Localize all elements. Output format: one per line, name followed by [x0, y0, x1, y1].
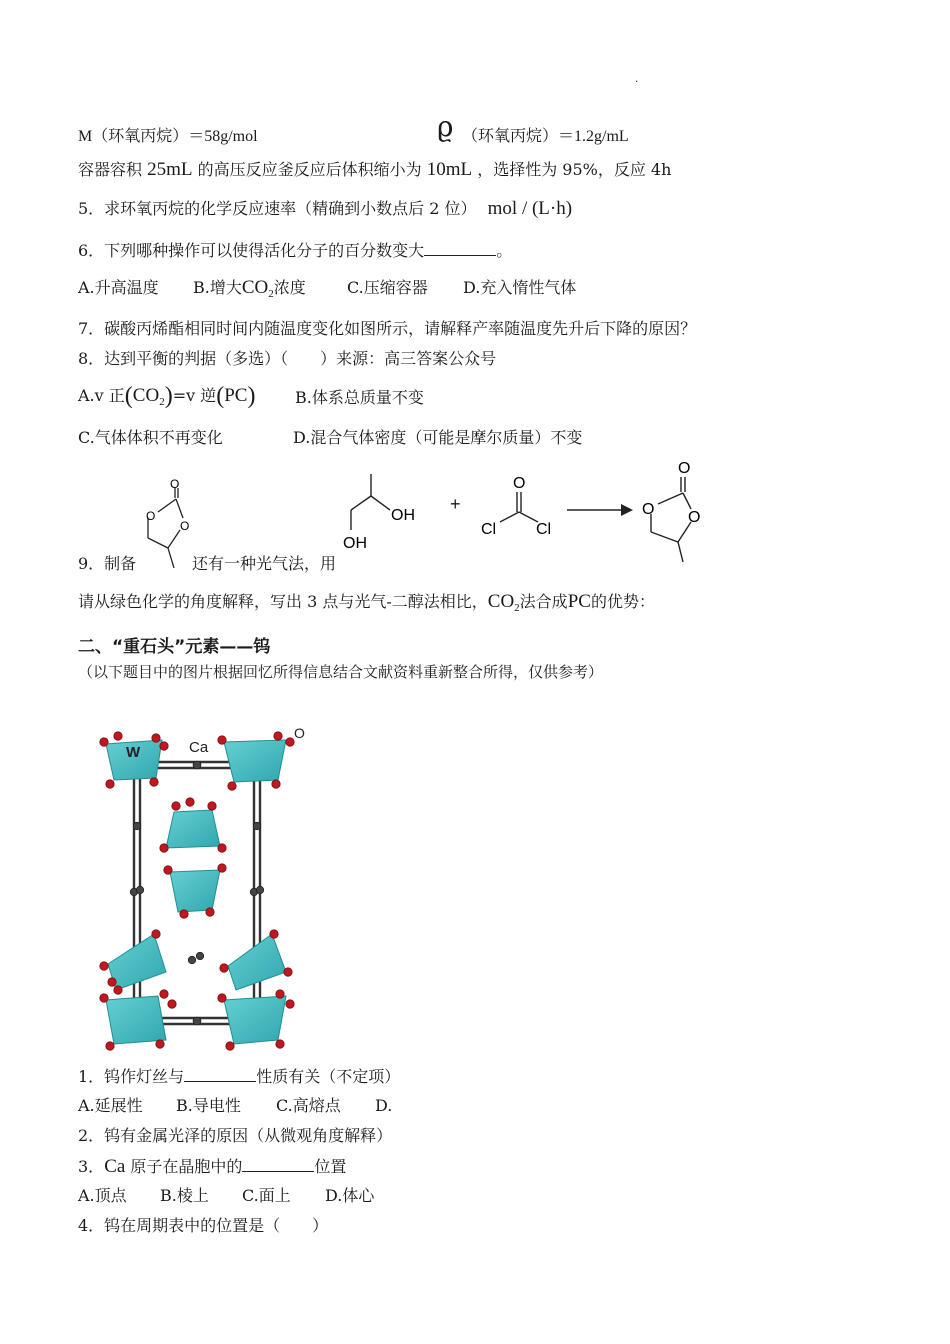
- q6-option-b: [193, 277, 306, 301]
- volume-final: 10mL: [426, 159, 473, 180]
- volume-initial: 25mL: [147, 159, 193, 180]
- density-line: [462, 126, 629, 147]
- question-6-stem: 6．下列哪种操作可以使得活化分子的百分数变大: [78, 241, 425, 260]
- atom-o: O: [642, 501, 655, 518]
- s2q1-option-b: B.导电性: [176, 1096, 241, 1115]
- q8-option-a: A.v 正$(CO_2)=v$ 逆(PC): [78, 383, 256, 409]
- q8-option-a-v-forward: A.v 正: [78, 386, 125, 405]
- hydroxyl-label: OH: [343, 535, 367, 552]
- s2q3-option-a: A.顶点: [78, 1186, 127, 1205]
- q6-option-c: C.压缩容器: [347, 278, 428, 297]
- q6-option-a: A.升高温度: [78, 278, 159, 297]
- q9-mid: 还有一种光气法，用: [192, 554, 337, 573]
- atom-o: O: [170, 478, 180, 491]
- co2-formula: CO: [487, 591, 515, 612]
- s2q3-option-c: C.面上: [242, 1186, 291, 1205]
- question-6-end: 。: [496, 241, 513, 260]
- s2q1-option-d: D.: [375, 1096, 393, 1115]
- condition-text: 的高压反应釜反应后体积缩小为: [197, 160, 422, 179]
- co2-formula: CO: [132, 385, 160, 406]
- q6-option-d: D.充入惰性气体: [463, 278, 577, 297]
- co2-formula: CO: [241, 277, 269, 298]
- q8-option-a-v-reverse: =v 逆: [172, 386, 217, 405]
- q6-option-b-label: B.增大: [193, 278, 242, 297]
- q8-option-d: D.混合气体密度（可能是摩尔质量）不变: [293, 428, 583, 447]
- q8-option-c: C.气体体积不再变化: [78, 428, 223, 447]
- calcium-label: Ca: [189, 739, 209, 756]
- q9-explain-text: 法合成: [519, 592, 568, 611]
- rho-symbol: ϱ: [437, 110, 454, 143]
- s2q3-option-d: D.体心: [325, 1186, 375, 1205]
- atom-o: O: [146, 509, 156, 523]
- question-5: [78, 199, 572, 219]
- atom-o: O: [180, 519, 190, 533]
- question-5-text: 5．求环氧丙烷的化学反应速率（精确到小数点后 2 位）: [78, 199, 477, 218]
- hydroxyl-label: OH: [391, 507, 415, 524]
- co2-subscript: 2: [159, 396, 165, 409]
- atom-cl: Cl: [536, 521, 552, 538]
- condition-text: ，选择性为 95%，反应 4h: [477, 160, 672, 179]
- question-6: [78, 240, 512, 261]
- s2-question-3-stem: 原子在晶胞中的: [130, 1157, 243, 1176]
- s2-question-1-end: 性质有关（不定项）: [256, 1067, 401, 1086]
- pc-formula: PC: [224, 385, 248, 406]
- co2-subscript: 2: [268, 288, 274, 301]
- q6-option-b-suffix: 浓度: [273, 278, 306, 297]
- calcium-symbol: Ca: [104, 1156, 126, 1177]
- scheelite-unit-cell-figure: [94, 722, 309, 1054]
- rate-unit: mol / (L·h): [487, 198, 573, 219]
- atom-o: O: [513, 475, 526, 492]
- s2q1-option-c: C.高熔点: [276, 1096, 341, 1115]
- corner-dot: .: [635, 74, 639, 85]
- section-2-title: 二、“重石头”元素——钨: [78, 637, 271, 657]
- question-7: 7．碳酸丙烯酯相同时间内随温度变化如图所示，请解释产率随温度先升后下降的原因？: [78, 319, 697, 338]
- answer-blank[interactable]: [424, 240, 496, 256]
- s2-question-3-end: 位置: [314, 1157, 347, 1176]
- section-2-note: （以下题目中的图片根据回忆所得信息结合文献资料重新整合所得，仅供参考）: [78, 663, 604, 681]
- q9-prefix: 9．制备: [78, 554, 137, 573]
- pc-formula: PC: [567, 591, 591, 612]
- phosgene-structure: [478, 472, 560, 542]
- condition-line: [78, 160, 671, 180]
- question-8: 8．达到平衡的判据（多选）（ ）来源：高三答案公众号: [78, 349, 497, 368]
- propylene-glycol-structure: [335, 470, 425, 554]
- reaction-arrow: [565, 500, 635, 520]
- propylene-carbonate-structure: [128, 478, 190, 570]
- answer-blank[interactable]: [242, 1156, 314, 1172]
- plus-sign: +: [450, 494, 461, 514]
- s2-question-1: [78, 1066, 400, 1087]
- product-pc-structure: [636, 456, 708, 566]
- condition-text: 容器容积: [78, 160, 143, 179]
- molar-mass: M（环氧丙烷）＝58g/mol: [78, 128, 258, 145]
- s2-question-4: 4．钨在周期表中的位置是（ ）: [78, 1216, 329, 1235]
- answer-blank[interactable]: [184, 1066, 256, 1082]
- oxygen-label: O: [294, 725, 305, 741]
- atom-o: O: [678, 460, 691, 477]
- s2-question-3-number: 3．: [78, 1157, 105, 1176]
- q9-explain: [78, 591, 655, 615]
- s2q1-option-a: A.延展性: [78, 1096, 143, 1115]
- q8-option-b: B.体系总质量不变: [295, 388, 424, 407]
- atom-o: O: [688, 509, 701, 526]
- q9-explain-text: 请从绿色化学的角度解释，写出 3 点与光气-二醇法相比，: [78, 592, 488, 611]
- s2-question-3: [78, 1156, 346, 1177]
- co2-subscript: 2: [514, 602, 520, 615]
- density: （环氧丙烷）＝1.2g/mL: [462, 128, 629, 145]
- s2-question-2: 2．钨有金属光泽的原因（从微观角度解释）: [78, 1126, 393, 1145]
- s2-question-1-stem: 1．钨作灯丝与: [78, 1067, 185, 1086]
- s2q3-option-b: B.棱上: [160, 1186, 209, 1205]
- molar-mass-line: [78, 126, 258, 147]
- tungsten-label: W: [126, 744, 141, 761]
- atom-cl: Cl: [481, 521, 497, 538]
- q9-explain-text: 的优势：: [590, 592, 655, 611]
